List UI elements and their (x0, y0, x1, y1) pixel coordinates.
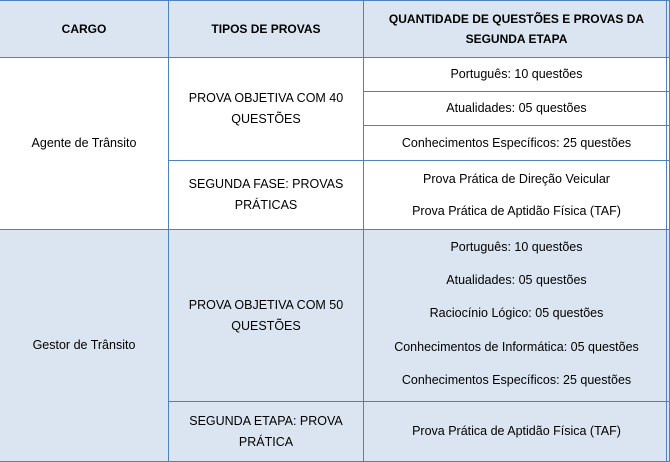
item-atualidades: Atualidades: 05 questões (363, 91, 670, 126)
header-cargo: CARGO (0, 0, 169, 58)
item-raciocinio-logico: Raciocínio Lógico: 05 questões (429, 306, 604, 321)
tipo-segunda-etapa: SEGUNDA ETAPA: PROVA PRÁTICA (168, 401, 364, 462)
cargo-cell-gestor: Gestor de Trânsito (0, 229, 169, 462)
item-portugues: Português: 10 questões (450, 239, 583, 254)
table-right-border (666, 0, 667, 462)
item-informatica: Conhecimentos de Informática: 05 questões (394, 339, 639, 354)
item-aptidao-fisica: Prova Prática de Aptidão Física (TAF) (412, 204, 621, 218)
prova-objetiva-50-items (363, 229, 670, 402)
tipo-prova-objetiva-40: PROVA OBJETIVA COM 40 QUESTÕES (168, 57, 364, 161)
item-direcao-veicular: Prova Prática de Direção Veicular (423, 172, 610, 186)
item-atualidades: Atualidades: 05 questões (446, 273, 587, 288)
header-tipos-de-provas: TIPOS DE PROVAS (168, 0, 364, 58)
header-quantidade: QUANTIDADE DE QUESTÕES E PROVAS DA SEGUNDA ETAPA (363, 0, 670, 58)
cargo-cell-agente: Agente de Trânsito (0, 57, 169, 230)
item-aptidao-fisica: Prova Prática de Aptidão Física (TAF) (412, 424, 621, 438)
segunda-fase-items (363, 160, 670, 230)
tipo-segunda-fase: SEGUNDA FASE: PROVAS PRÁTICAS (168, 160, 364, 230)
item-conhecimentos-especificos: Conhecimentos Específicos: 25 questões (363, 125, 670, 161)
tipo-prova-objetiva-50: PROVA OBJETIVA COM 50 QUESTÕES (168, 229, 364, 402)
item-conhecimentos-especificos: Conhecimentos Específicos: 25 questões (401, 373, 632, 388)
segunda-etapa-item (363, 401, 670, 462)
item-portugues: Português: 10 questões (363, 57, 670, 92)
